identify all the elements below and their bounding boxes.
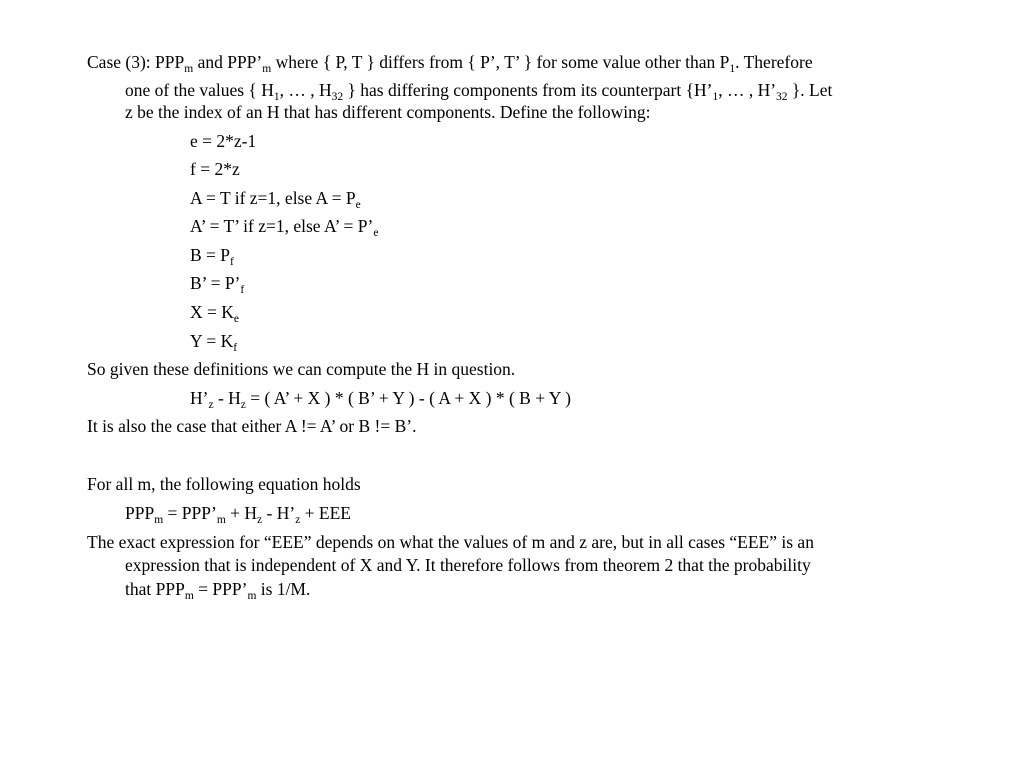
conclusion-line-2: expression that is independent of X and Y. It therefore follows from theorem 2 that the probability [125,555,811,575]
definition-b: $B = P_f$ [190,245,234,268]
ppp-equation: $PPP_m$ = $PPP’_m + H_z$ - $H’_z$ + EEE [125,503,351,526]
case3-line-2: one of the values { $H_1$, … , $H_{32}$ } has differing components from its counterpart {$H’_1$, … , $H’_{32}$ }. Let [125,80,833,103]
definition-f: f = 2*z [190,159,240,179]
definition-y: $Y = K_f$ [190,331,238,354]
also-case-text: It is also the case that either A != A’ or B != B’. [87,416,417,436]
definition-b-prime: B’ = $P’_f$ [190,273,245,296]
case3-line-3: z be the index of an H that has different components. Define the following: [125,102,651,122]
definition-a: A = T if z=1, else $A = P_e$ [190,188,361,211]
definition-a-prime: A’ = T’ if z=1, else A’ = $P’_e$ [190,216,379,239]
case3-line-1: Case (3): $PPP_m$ and $PPP’_m$ where { P, T } differs from { P’, T’ } for some value other than $P_1$. Therefore [87,52,813,75]
conclusion-line-1: The exact expression for “EEE” depends on what the values of m and z are, but in all cases “EEE” is an [87,532,814,552]
definition-e: e = 2*z-1 [190,131,257,151]
definition-x: $X = K_e$ [190,302,240,325]
conclusion-line-3: that $PPP_m$ = $PPP’_m$ is 1/M. [125,579,311,602]
h-equation: $H’_z - H_z$ = ( A’ + X ) * ( B’ + Y ) - ( A + X ) * ( B + Y ) [190,388,571,411]
for-all-m-text: For all m, the following equation holds [87,474,361,494]
compute-intro: So given these definitions we can compute the H in question. [87,359,516,379]
